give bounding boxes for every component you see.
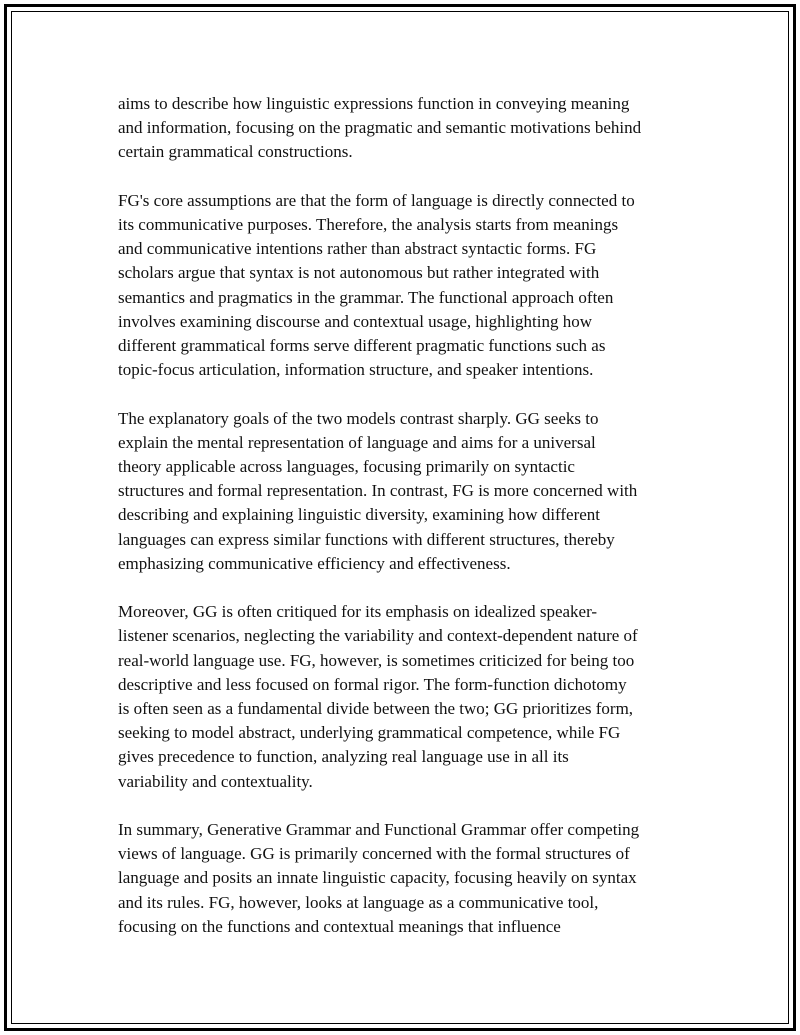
text-line: certain grammatical constructions. xyxy=(118,142,353,162)
text-line: semantics and pragmatics in the grammar. The functional approach often xyxy=(118,287,614,307)
text-line: theory applicable across languages, focusing primarily on syntactic xyxy=(118,457,575,477)
text-line: scholars argue that syntax is not autonomous but rather integrated with xyxy=(118,263,600,283)
text-line: The explanatory goals of the two models contrast sharply. GG seeks to xyxy=(118,408,599,428)
text-line: its communicative purposes. Therefore, the analysis starts from meanings xyxy=(118,215,619,234)
text-line: views of language. GG is primarily concerned with the formal structures of xyxy=(118,844,630,864)
text-line: and communicative intentions rather than abstract syntactic forms. FG xyxy=(118,239,597,259)
paragraph xyxy=(118,600,690,794)
text-line: explain the mental representation of language and aims for a universal xyxy=(118,432,596,452)
text-line: and information, focusing on the pragmatic and semantic motivations behind xyxy=(118,118,642,138)
text-line: different grammatical forms serve different pragmatic functions such as xyxy=(118,336,606,356)
text-line: structures and formal representation. In contrast, FG is more concerned with xyxy=(118,481,638,501)
text-line: topic-focus articulation, information structure, and speaker intentions. xyxy=(118,360,594,380)
text-line: describing and explaining linguistic diversity, examining how different xyxy=(118,505,601,525)
text-line: aims to describe how linguistic expressions function in conveying meaning xyxy=(118,94,630,113)
paragraph xyxy=(118,407,690,576)
text-line: emphasizing communicative efficiency and effectiveness. xyxy=(118,553,511,573)
paragraph xyxy=(118,818,690,939)
text-line: real-world language use. FG, however, is sometimes criticized for being too xyxy=(118,650,635,670)
paragraph xyxy=(118,189,690,383)
text-line: seeking to model abstract, underlying grammatical competence, while FG xyxy=(118,723,621,743)
text-line: listener scenarios, neglecting the variability and context-dependent nature of xyxy=(118,626,638,646)
paragraph xyxy=(118,92,690,165)
text-line: descriptive and less focused on formal rigor. The form-function dichotomy xyxy=(118,674,627,694)
text-line: In summary, Generative Grammar and Functional Grammar offer competing xyxy=(118,820,640,840)
text-line: is often seen as a fundamental divide between the two; GG prioritizes form, xyxy=(118,699,634,719)
text-line: focusing on the functions and contextual meanings that influence xyxy=(118,916,561,936)
text-line: FG's core assumptions are that the form of language is directly connected to xyxy=(118,190,635,210)
text-line: language and posits an innate linguistic capacity, focusing heavily on syntax xyxy=(118,868,637,888)
text-line: variability and contextuality. xyxy=(118,771,313,791)
text-line: and its rules. FG, however, looks at language as a communicative tool, xyxy=(118,892,599,912)
text-line: involves examining discourse and contextual usage, highlighting how xyxy=(118,311,593,331)
text-line: languages can express similar functions with different structures, thereby xyxy=(118,529,615,549)
text-line: Moreover, GG is often critiqued for its emphasis on idealized speaker- xyxy=(118,602,598,622)
text-line: gives precedence to function, analyzing real language use in all its xyxy=(118,747,569,767)
document-body xyxy=(118,92,690,939)
